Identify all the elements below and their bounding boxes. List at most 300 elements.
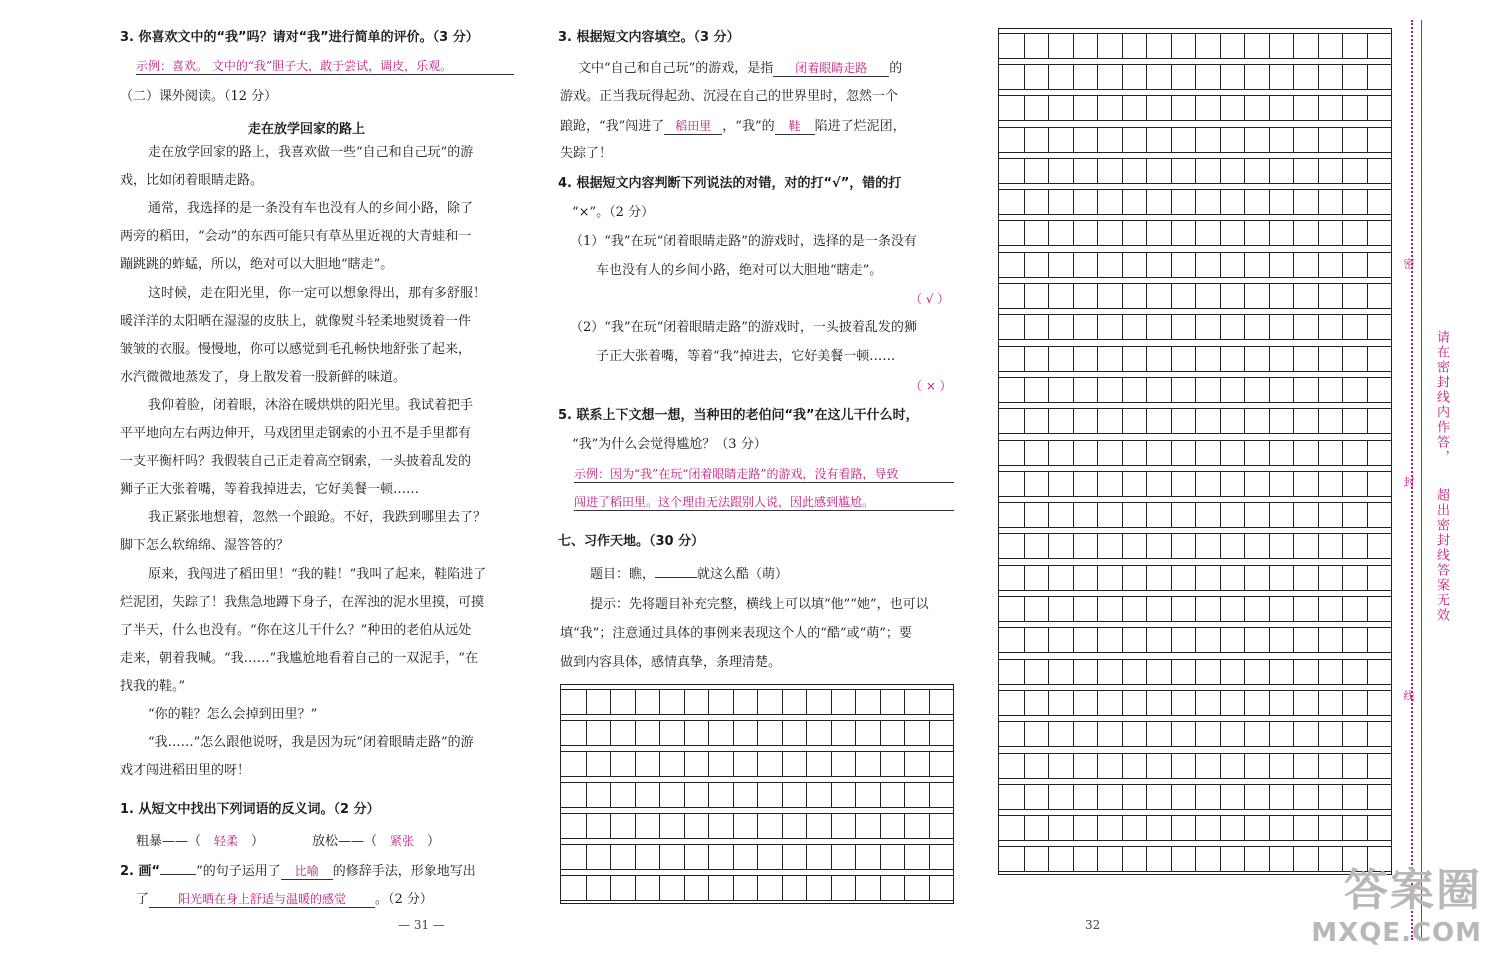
grid-cell-divider [1293,34,1294,58]
grid-cell-divider [1097,816,1098,840]
q4-item2-a: （2）“我”在玩“闭着眼睛走路”的游戏时，一头披着乱发的狮 [570,320,917,335]
grid-cell-divider [1244,315,1245,339]
grid-cell-divider [1097,722,1098,746]
grid-cell-divider [1318,441,1319,465]
grid-cell-divider [1097,34,1098,58]
grid-cell-divider [1269,691,1270,715]
grid-cell-divider [1367,159,1368,183]
grid-cell-divider [757,721,758,745]
grid-cell-divider [1048,159,1049,183]
grid-cell-divider [1146,96,1147,120]
grid-cell-divider [635,876,636,900]
grid-cell-divider [1195,159,1196,183]
grid-cell-divider [733,752,734,776]
grid-cell-divider [1293,315,1294,339]
grid-cell-divider [1220,472,1221,496]
grid-cell-divider [1269,722,1270,746]
grid-cell-divider [1097,221,1098,245]
grid-cell-divider [1269,347,1270,371]
grid-row [999,565,1391,591]
grid-cell-divider [1367,691,1368,715]
grid-cell-divider [1195,534,1196,558]
grid-cell-divider [1342,65,1343,89]
grid-cell-divider [1073,65,1074,89]
grid-cell-divider [1342,315,1343,339]
grid-cell-divider [782,845,783,869]
grid-cell-divider [1097,409,1098,433]
grid-cell-divider [757,845,758,869]
grid-cell-divider [1171,472,1172,496]
grid-cell-divider [1146,597,1147,621]
grid-cell-divider [1244,221,1245,245]
grid-cell-divider [1195,96,1196,120]
q4-item2-mark: （ × ） [910,379,952,393]
grid-cell-divider [1342,159,1343,183]
grid-cell-divider [782,814,783,838]
grid-cell-divider [1097,315,1098,339]
grid-cell-divider [635,814,636,838]
grid-cell-divider [1244,159,1245,183]
grid-cell-divider [1024,847,1025,871]
grid-cell-divider [831,876,832,900]
grid-row [999,95,1391,121]
grid-cell-divider [1097,128,1098,152]
grid-cell-divider [1073,660,1074,684]
grid-cell-divider [1269,503,1270,527]
grid-row [999,721,1391,747]
grid-cell-divider [1367,253,1368,277]
grid-row [999,158,1391,184]
grid-cell-divider [1318,534,1319,558]
grid-cell-divider [1220,190,1221,214]
grid-cell-divider [1195,660,1196,684]
grid-row [999,346,1391,372]
grid-cell-divider [1293,847,1294,871]
grid-cell-divider [1367,597,1368,621]
grid-cell-divider [1342,284,1343,308]
grid-cell-divider [1220,378,1221,402]
grid-cell-divider [1048,190,1049,214]
grid-cell-divider [1171,754,1172,778]
grid-cell-divider [1122,284,1123,308]
grid-cell-divider [1318,409,1319,433]
grid-cell-divider [1293,722,1294,746]
grid-cell-divider [659,845,660,869]
grid-cell-divider [684,783,685,807]
grid-cell-divider [1342,691,1343,715]
grid-cell-divider [831,814,832,838]
grid-cell-divider [1244,409,1245,433]
grid-cell-divider [1220,253,1221,277]
grid-cell-divider [1146,409,1147,433]
grid-cell-divider [1293,347,1294,371]
grid-cell-divider [1195,65,1196,89]
grid-cell-divider [1073,628,1074,652]
grid-cell-divider [1367,221,1368,245]
grid-cell-divider [1097,472,1098,496]
grid-cell-divider [1318,128,1319,152]
story-line: 蹦跳跳的蚱蜢，所以，绝对可以大胆地“瞎走”。 [120,257,394,273]
grid-cell-divider [855,752,856,776]
grid-cell-divider [1195,128,1196,152]
story-line: 通常，我选择的是一条没有车也没有人的乡间小路，除了 [148,201,474,217]
grid-cell-divider [1244,847,1245,871]
grid-cell-divider [904,752,905,776]
grid-cell-divider [1244,253,1245,277]
grid-cell-divider [1048,347,1049,371]
question-5-b: “我”为什么会觉得尴尬？（3 分） [572,437,767,452]
grid-cell-divider [1220,566,1221,590]
q5-answer-2: 闯进了稻田里。这个理由无法跟别人说，因此感到尴尬。 [574,494,954,511]
grid-cell-divider [1048,660,1049,684]
grid-row [999,408,1391,434]
grid-cell-divider [880,690,881,714]
story-line: 我正紧张地想着，忽然一个踉跄。不好，我跌到哪里去了？ [148,510,487,526]
story-line: 这时候，走在阳光里，你一定可以想象得出，那有多舒服！ [148,285,487,301]
grid-cell-divider [1024,566,1025,590]
grid-cell-divider [1244,722,1245,746]
grid-cell-divider [1171,785,1172,809]
grid-cell-divider [1367,503,1368,527]
grid-cell-divider [659,783,660,807]
grid-cell-divider [1367,472,1368,496]
grid-cell-divider [1195,597,1196,621]
grid-cell-divider [1244,785,1245,809]
grid-cell-divider [1097,441,1098,465]
grid-cell-divider [1073,691,1074,715]
grid-cell-divider [1293,96,1294,120]
grid-cell-divider [733,721,734,745]
question-3: 3. 根据短文内容填空。（3 分） [558,30,740,45]
seal-instruction-a: 请在密封线内作答， [1434,330,1449,465]
grid-cell-divider [1073,378,1074,402]
grid-row [999,33,1391,59]
grid-cell-divider [1122,128,1123,152]
grid-cell-divider [1146,472,1147,496]
grid-cell-divider [1048,253,1049,277]
grid-cell-divider [684,690,685,714]
grid-cell-divider [806,752,807,776]
grid-cell-divider [1318,660,1319,684]
grid-cell-divider [1048,128,1049,152]
grid-cell-divider [1293,628,1294,652]
grid-cell-divider [1220,128,1221,152]
writing-grid-middle[interactable] [560,684,954,904]
grid-cell-divider [1048,65,1049,89]
grid-cell-divider [1146,660,1147,684]
grid-cell-divider [733,814,734,838]
grid-cell-divider [1293,65,1294,89]
grid-row [999,189,1391,215]
grid-cell-divider [1195,847,1196,871]
grid-cell-divider [1195,816,1196,840]
grid-cell-divider [1122,566,1123,590]
grid-cell-divider [1122,503,1123,527]
grid-cell-divider [1244,597,1245,621]
grid-cell-divider [684,752,685,776]
grid-cell-divider [1342,472,1343,496]
grid-cell-divider [684,721,685,745]
grid-row [561,813,953,839]
grid-cell-divider [1171,441,1172,465]
grid-cell-divider [1122,597,1123,621]
grid-row [561,844,953,870]
page-number-32: 32 [1085,918,1101,932]
seal-mark-mid: 封 [1402,476,1415,489]
story-line: 暖洋洋的太阳晒在湿湿的皮肤上，就像熨斗轻柔地熨烫着一件 [120,313,472,329]
grid-cell-divider [1146,534,1147,558]
grid-cell-divider [1293,472,1294,496]
q3-line1: 文中“自己和自己玩”的游戏，是指 闭着眼睛走路 的 [578,61,903,76]
grid-cell-divider [1195,34,1196,58]
grid-cell-divider [1024,34,1025,58]
grid-cell-divider [1073,503,1074,527]
grid-cell-divider [1122,409,1123,433]
grid-cell-divider [1318,96,1319,120]
grid-cell-divider [1146,221,1147,245]
grid-cell-divider [1073,472,1074,496]
story-line: 戏，比如闭着眼睛走路。 [120,173,264,189]
grid-cell-divider [1342,190,1343,214]
grid-cell-divider [708,845,709,869]
grid-cell-divider [1367,660,1368,684]
grid-cell-divider [1146,159,1147,183]
grid-cell-divider [610,845,611,869]
grid-cell-divider [1367,409,1368,433]
grid-cell-divider [855,814,856,838]
grid-cell-divider [1293,785,1294,809]
grid-row [999,690,1391,716]
grid-cell-divider [1244,534,1245,558]
grid-cell-divider [1318,628,1319,652]
grid-cell-divider [1220,284,1221,308]
grid-cell-divider [635,783,636,807]
grid-cell-divider [1024,221,1025,245]
grid-cell-divider [1269,534,1270,558]
grid-cell-divider [855,876,856,900]
grid-cell-divider [1269,159,1270,183]
grid-cell-divider [1318,816,1319,840]
grid-cell-divider [586,876,587,900]
grid-row [561,751,953,777]
grid-cell-divider [1269,847,1270,871]
grid-cell-divider [1195,503,1196,527]
grid-cell-divider [1122,34,1123,58]
grid-cell-divider [1318,754,1319,778]
grid-cell-divider [1024,347,1025,371]
grid-cell-divider [1097,847,1098,871]
story-line: 一支平衡杆吗？我假装自己正走着高空钢索，一头披着乱发的 [120,454,472,470]
seal-mark-bottom: 线 [1402,690,1415,703]
story-line: 走来，朝着我喊。“我……”我尴尬地看着自己的一双泥手，“在 [120,650,478,666]
grid-cell-divider [831,783,832,807]
grid-cell-divider [1293,190,1294,214]
grid-cell-divider [1293,378,1294,402]
grid-cell-divider [1195,378,1196,402]
grid-cell-divider [1244,503,1245,527]
grid-cell-divider [1318,284,1319,308]
essay-tip-1: 提示：先将题目补充完整，横线上可以填“他”“她”，也可以 [590,597,929,612]
grid-cell-divider [806,876,807,900]
grid-cell-divider [1048,534,1049,558]
grid-cell-divider [1048,96,1049,120]
grid-cell-divider [757,690,758,714]
grid-cell-divider [1171,691,1172,715]
grid-cell-divider [1146,378,1147,402]
grid-cell-divider [806,814,807,838]
grid-cell-divider [708,876,709,900]
grid-cell-divider [1073,566,1074,590]
grid-cell-divider [1073,347,1074,371]
grid-cell-divider [1220,347,1221,371]
grid-cell-divider [1122,65,1123,89]
question-5: 5. 联系上下文想一想，当种田的老伯问“我”在这儿干什么时， [558,408,919,423]
grid-cell-divider [586,783,587,807]
grid-cell-divider [929,845,930,869]
grid-cell-divider [1024,534,1025,558]
grid-cell-divider [1171,816,1172,840]
grid-cell-divider [1122,785,1123,809]
grid-cell-divider [1342,722,1343,746]
grid-cell-divider [1024,785,1025,809]
grid-cell-divider [1367,628,1368,652]
q3-line2: 游戏。正当我玩得起劲、沉浸在自己的世界里时，忽然一个 [560,89,899,104]
grid-row [561,720,953,746]
grid-cell-divider [1048,816,1049,840]
grid-cell-divider [1269,660,1270,684]
grid-cell-divider [708,814,709,838]
grid-cell-divider [1244,441,1245,465]
grid-cell-divider [1146,190,1147,214]
grid-cell-divider [1024,96,1025,120]
grid-cell-divider [904,783,905,807]
grid-cell-divider [733,783,734,807]
question-1: 1. 从短文中找出下列词语的反义词。（2 分） [120,802,380,817]
grid-cell-divider [1342,816,1343,840]
grid-cell-divider [1171,34,1172,58]
grid-cell-divider [1195,409,1196,433]
grid-cell-divider [635,690,636,714]
grid-cell-divider [1220,441,1221,465]
grid-cell-divider [782,876,783,900]
grid-cell-divider [1195,284,1196,308]
question-4: 4. 根据短文内容判断下列说法的对错，对的打“√”，错的打 [558,176,902,191]
grid-cell-divider [733,845,734,869]
grid-cell-divider [1073,441,1074,465]
grid-cell-divider [782,783,783,807]
grid-cell-divider [659,752,660,776]
grid-cell-divider [1146,34,1147,58]
grid-cell-divider [1220,628,1221,652]
essay-topic: 题目：瞧， 就这么酷（萌） [590,567,789,582]
grid-cell-divider [1220,754,1221,778]
grid-cell-divider [1097,253,1098,277]
grid-cell-divider [1122,96,1123,120]
grid-cell-divider [1048,566,1049,590]
question-2-line1: 2. 画“ ”的句子运用了 比喻 的修辞手法，形象地写出 [120,864,476,879]
grid-cell-divider [929,783,930,807]
grid-cell-divider [1195,190,1196,214]
grid-cell-divider [1195,691,1196,715]
grid-cell-divider [610,721,611,745]
grid-cell-divider [1146,628,1147,652]
grid-cell-divider [831,752,832,776]
grid-row [561,782,953,808]
grid-cell-divider [1171,409,1172,433]
grid-cell-divider [929,876,930,900]
grid-cell-divider [1024,628,1025,652]
story-line: 走在放学回家的路上，我喜欢做一些“自己和自己玩”的游 [148,145,474,160]
grid-cell-divider [1244,96,1245,120]
grid-cell-divider [1269,65,1270,89]
grid-cell-divider [1318,503,1319,527]
grid-cell-divider [1318,65,1319,89]
grid-cell-divider [1318,159,1319,183]
grid-cell-divider [1342,96,1343,120]
grid-cell-divider [1024,660,1025,684]
grid-cell-divider [1367,128,1368,152]
grid-cell-divider [1097,628,1098,652]
grid-row [999,220,1391,246]
grid-cell-divider [1024,691,1025,715]
grid-cell-divider [1244,347,1245,371]
q3-line4: 失踪了！ [560,146,613,161]
grid-cell-divider [1048,315,1049,339]
grid-cell-divider [610,876,611,900]
grid-cell-divider [1073,785,1074,809]
grid-cell-divider [733,876,734,900]
writing-grid-right[interactable] [998,28,1392,875]
grid-cell-divider [1220,409,1221,433]
story-line: 狮子正大张着嘴，等着我掉进去，它好美餐一顿…… [120,482,420,498]
grid-cell-divider [1293,691,1294,715]
grid-row [999,64,1391,90]
grid-cell-divider [1342,441,1343,465]
grid-cell-divider [1367,347,1368,371]
grid-cell-divider [610,783,611,807]
grid-cell-divider [1171,96,1172,120]
grid-cell-divider [1146,503,1147,527]
grid-row [999,753,1391,779]
grid-cell-divider [659,814,660,838]
q5-answer-1: 示例：因为“我”在玩“闭着眼睛走路”的游戏，没有看路，导致 [574,466,954,483]
grid-cell-divider [1318,347,1319,371]
grid-cell-divider [1220,221,1221,245]
grid-cell-divider [806,845,807,869]
grid-cell-divider [1293,754,1294,778]
grid-cell-divider [1195,785,1196,809]
story-line: 戏才闯进稻田里的呀！ [120,763,251,779]
grid-cell-divider [1048,472,1049,496]
grid-cell-divider [1195,221,1196,245]
grid-cell-divider [1342,253,1343,277]
question-4-b: “×”。（2 分） [572,205,655,220]
grid-cell-divider [635,845,636,869]
grid-cell-divider [1122,347,1123,371]
story-line: 了半天，什么也没有。“你在这儿干什么？”种田的老伯从远处 [120,622,472,638]
grid-cell-divider [806,721,807,745]
grid-cell-divider [806,690,807,714]
grid-cell-divider [1367,785,1368,809]
grid-cell-divider [1244,472,1245,496]
q4-item1-a: （1）“我”在玩“闭着眼睛走路”的游戏时，选择的是一条没有 [570,234,917,249]
story-line: “你的鞋？怎么会掉到田里？” [148,707,318,722]
grid-cell-divider [929,752,930,776]
grid-cell-divider [1244,284,1245,308]
story-line: 脚下怎么软绵绵、湿答答的？ [120,538,290,554]
grid-cell-divider [1220,534,1221,558]
grid-cell-divider [1073,754,1074,778]
